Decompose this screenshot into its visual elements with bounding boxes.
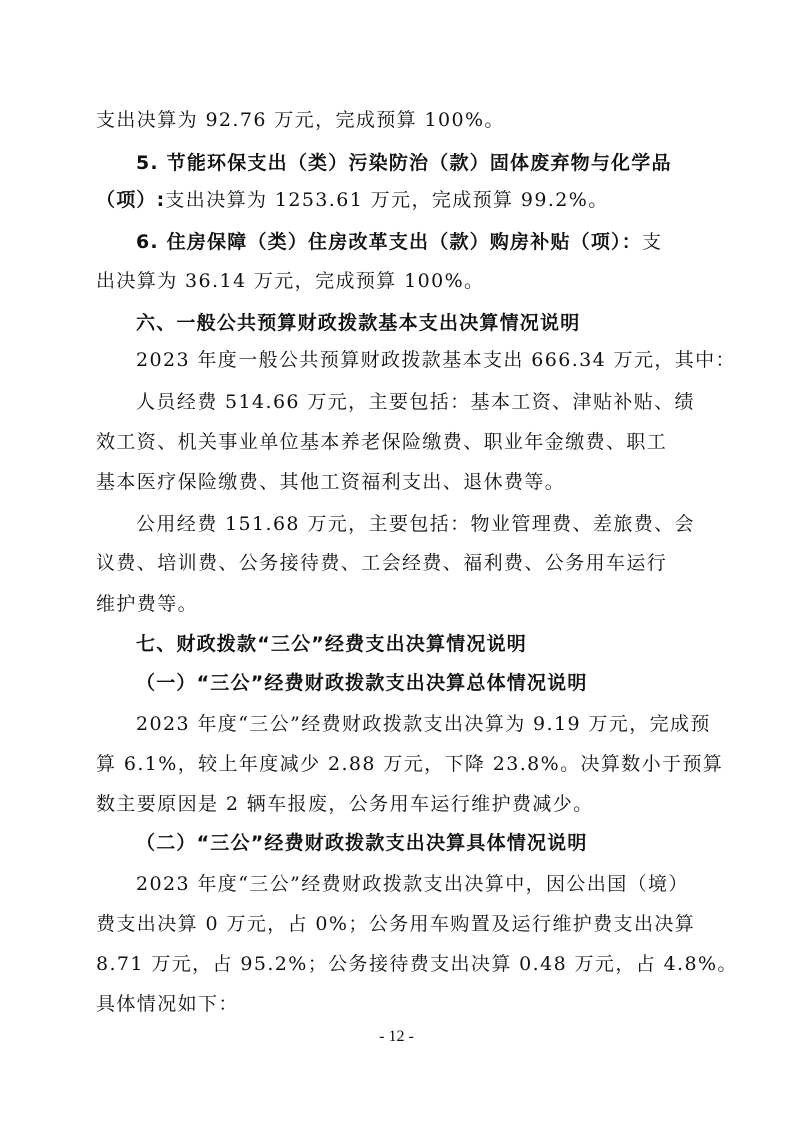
body-line: 2023 年度一般公共预算财政拨款基本支出 666.34 万元，其中： xyxy=(136,349,736,371)
body-line: 效工资、机关事业单位基本养老保险缴费、职业年金缴费、职工 xyxy=(96,431,668,453)
body-line: 费支出决算 0 万元，占 0%；公务用车购置及运行维护费支出决算 xyxy=(96,913,696,935)
body-line: 支出决算为 92.76 万元，完成预算 100%。 xyxy=(96,109,505,131)
body-line: 8.71 万元，占 95.2%；公务接待费支出决算 0.48 万元，占 4.8%。 xyxy=(96,953,738,975)
subsection-heading-one: （一）“三公”经费财政拨款支出决算总体情况说明 xyxy=(136,672,588,694)
subsection-heading-two: （二）“三公”经费财政拨款支出决算具体情况说明 xyxy=(136,832,588,854)
body-line: 议费、培训费、公务接待费、工会经费、福利费、公务用车运行 xyxy=(96,552,668,574)
body-line: 具体情况如下： xyxy=(96,993,239,1015)
section-heading-six: 六、一般公共预算财政拨款基本支出决算情况说明 xyxy=(136,312,581,334)
body-line: （项）:支出决算为 1253.61 万元，完成预算 99.2%。 xyxy=(96,189,609,211)
body-line: 出决算为 36.14 万元，完成预算 100%。 xyxy=(96,270,485,292)
section-heading-seven: 七、财政拨款“三公”经费支出决算情况说明 xyxy=(136,633,527,655)
body-line: 人员经费 514.66 万元，主要包括：基本工资、津贴补贴、绩 xyxy=(136,391,695,413)
body-line: 维护费等。 xyxy=(96,593,199,615)
page-number: - 12 - xyxy=(379,1028,414,1045)
body-line: 基本医疗保险缴费、其他工资福利支出、退休费等。 xyxy=(96,471,566,493)
section-heading-item-5: 5. 节能环保支出（类）污染防治（款）固体废弃物与化学品 xyxy=(136,152,672,174)
body-line: 2023 年度“三公”经费财政拨款支出决算为 9.19 万元，完成预 xyxy=(136,713,711,735)
section-heading-item-6: 6. 住房保障（类）住房改革支出（款）购房补贴（项）：支 xyxy=(136,231,663,253)
body-line: 2023 年度“三公”经费财政拨款支出决算中，因公出国（境） xyxy=(136,873,689,895)
body-line: 公用经费 151.68 万元，主要包括：物业管理费、差旅费、会 xyxy=(136,513,695,535)
body-line: 数主要原因是 2 辆车报废，公务用车运行维护费减少。 xyxy=(96,793,594,815)
body-line: 算 6.1%，较上年度减少 2.88 万元，下降 23.8%。决算数小于预算 xyxy=(96,753,724,775)
